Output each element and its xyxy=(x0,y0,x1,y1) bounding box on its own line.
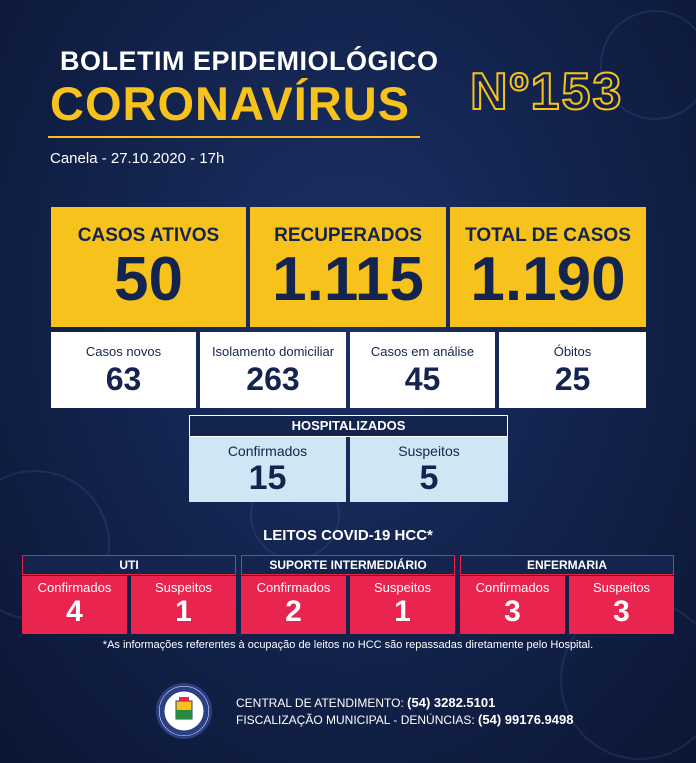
ward-confirmed xyxy=(460,576,565,634)
beds-category-uti: UTI xyxy=(22,555,236,575)
stat-value: 4 xyxy=(66,595,83,628)
ward-suspected xyxy=(569,576,674,634)
stat-value: 63 xyxy=(105,361,142,397)
stat-label: Suspeitos xyxy=(592,580,651,595)
stat-deaths xyxy=(499,332,646,408)
intermediate-confirmed xyxy=(241,576,346,634)
contact-label: FISCALIZAÇÃO MUNICIPAL - DENÚNCIAS: xyxy=(236,713,475,727)
stat-recovered xyxy=(250,207,446,327)
stat-value: 5 xyxy=(419,459,439,497)
stat-home-isolation xyxy=(200,332,346,408)
stat-value: 1.115 xyxy=(272,245,424,314)
stat-label: Suspeitos xyxy=(154,580,213,595)
stat-label: Isolamento domiciliar xyxy=(211,344,335,359)
stat-value: 3 xyxy=(613,595,630,628)
stat-value: 25 xyxy=(554,361,591,397)
stat-value: 1 xyxy=(175,595,192,628)
stat-label: Suspeitos xyxy=(398,443,460,459)
uti-confirmed xyxy=(22,576,127,634)
stat-label: Confirmados xyxy=(37,580,112,595)
stat-label: TOTAL DE CASOS xyxy=(465,225,631,246)
bulletin-number: Nº153 xyxy=(470,63,624,121)
stat-active-cases xyxy=(51,207,246,327)
stat-value: 1 xyxy=(394,595,411,628)
stat-new-cases xyxy=(51,332,196,408)
beds-footnote: *As informações referentes à ocupação de leitos no HCC são repassadas diretamente pelo Hospital. xyxy=(102,639,594,651)
stat-label: CASOS ATIVOS xyxy=(77,225,220,246)
intermediate-suspected xyxy=(350,576,455,634)
stat-total-cases xyxy=(450,207,646,327)
stat-value: 1.190 xyxy=(470,245,626,314)
bulletin-date: Canela - 27.10.2020 - 17h xyxy=(50,150,225,167)
contact-line-1 xyxy=(236,695,495,710)
stat-label: Confirmados xyxy=(475,580,550,595)
stat-label: RECUPERADOS xyxy=(274,225,422,246)
stat-value: 2 xyxy=(285,595,302,628)
beds-category-intermediate: SUPORTE INTERMEDIÁRIO xyxy=(241,555,455,575)
stat-label: Confirmados xyxy=(227,443,308,459)
uti-suspected xyxy=(131,576,236,634)
hospitalized-suspected xyxy=(350,437,508,502)
contact-line-2 xyxy=(236,712,573,727)
contact-phone[interactable]: (54) 99176.9498 xyxy=(478,712,574,727)
stat-value: 3 xyxy=(504,595,521,628)
contact-label: CENTRAL DE ATENDIMENTO: xyxy=(236,696,404,710)
hospitalized-confirmed xyxy=(189,437,346,502)
stat-value: 263 xyxy=(246,361,300,397)
beds-category-ward: ENFERMARIA xyxy=(460,555,674,575)
stat-label: Confirmados xyxy=(256,580,331,595)
city-seal-icon xyxy=(156,683,212,739)
coronavirus-title: CORONAVÍRUS xyxy=(50,77,411,130)
stat-value: 15 xyxy=(248,459,287,497)
stat-value: 45 xyxy=(404,361,441,397)
title-divider xyxy=(48,136,420,138)
stat-label: Casos em análise xyxy=(370,344,475,359)
hospitalized-title: HOSPITALIZADOS xyxy=(189,415,508,437)
stat-label: Casos novos xyxy=(85,344,162,359)
beds-title: LEITOS COVID-19 HCC* xyxy=(263,527,433,544)
stat-value: 50 xyxy=(114,245,183,314)
stat-under-analysis xyxy=(350,332,495,408)
contact-phone[interactable]: (54) 3282.5101 xyxy=(407,695,496,710)
stat-label: Óbitos xyxy=(553,344,592,359)
stat-label: Suspeitos xyxy=(373,580,432,595)
bulletin-title: BOLETIM EPIDEMIOLÓGICO xyxy=(60,46,439,76)
